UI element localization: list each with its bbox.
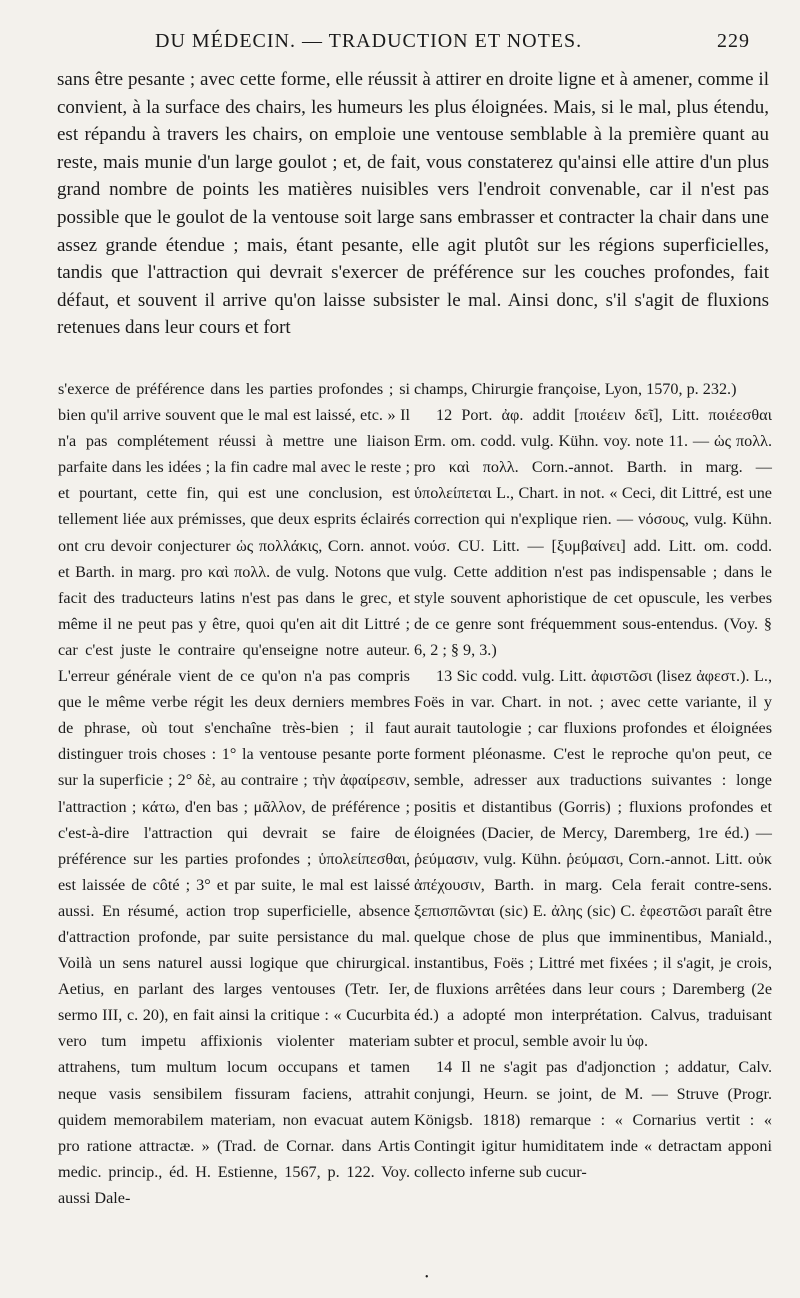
footnote-12: 12 Port. ἀφ. addit [ποιέειν δεῖ], Litt. ποιέεσθαι Erm. om. codd. vulg. Kühn. voy. note 11. — ὡς πολλ. pro καὶ πολλ. Corn.-annot. Barth. in marg. — ὑπολείπεται L., Chart. in not. « Ceci, dit Littré, est une correction qui n'explique rien. — νόσους, vulg. Kühn. νούσ. CU. Litt. — [ξυμβαίνει] add. Litt. om. codd. vulg. Cette addition n'est pas indispensable ; dans le style souvent aphoristique de cet opuscule, les verbes de ce genre sont fréquemment sous-entendus. (Voy. § 6, 2 ; § 9, 3.) [414, 406, 772, 659]
running-header [60, 30, 750, 62]
footnote-13: 13 Sic codd. vulg. Litt. ἀφιστῶσι (lisez ἀφεστ.). L., Foës in var. Chart. in not. ; avec cette variante, il y aurait tautologie ; car fluxions profondes et éloignées forment pléonasme. C'est le reproche qu'on peut, ce semble, adresser aux traductions suivantes : longe positis et distantibus (Gorris) ; fluxions profondes et éloignées (Dacier, de Mercy, Daremberg, 1re éd.) — ῥεύμασιν, vulg. Kühn. ῥεύμασι, Corn.-annot. Litt. οὐκ ἀπέχουσιν, Barth. in marg. Cela ferait contre-sens. ξεπισπῶνται (sic) E. ἀλης (sic) C. ἐφεστῶσι paraît être quelque chose de plus que imminentibus, Maniald., instantibus, Foës ; Littré met fixées ; il s'agit, je crois, de fluxions arrêtées dans leur cours ; Daremberg (2e éd.) a adopté mon interprétation. Calvus, traduisant subter et procul, semble avoir lu ὑφ. [414, 667, 772, 1051]
footnote-14: 14 Il ne s'agit pas d'adjonction ; addatur, Calv. conjungi, Heurn. se joint, de M. — Struve (Progr. Königsb. 1818) remarque : « Cornarius vertit : « Contingit igitur humiditatem inde « detractam apponi collecto inferne sub cucur- [414, 1058, 772, 1181]
footnotes-right-column [414, 376, 772, 1185]
footnote-continuation: champs, Chirurgie françoise, Lyon, 1570, p. 232.) [414, 380, 737, 398]
running-title: DU MÉDECIN. — TRADUCTION ET NOTES. [155, 30, 583, 52]
main-text-block [57, 66, 769, 342]
main-paragraph: sans être pesante ; avec cette forme, elle réussit à attirer en droite ligne et à amener, comme il convient, à la surface des chairs, les humeurs les plus éloignées. Mais, si le mal, plus étendu, est répandu à travers les chairs, on emploie une ventouse semblable à la première quant au reste, mais munie d'un large goulot ; et, de fait, vous constaterez qu'ainsi elle attire d'un plus grand nombre de points les matières nuisibles vers l'endroit convenable, car il n'est pas possible que le goulot de la ventouse soit large sans embrasser et contracter la chair dans une assez grande étendue ; mais, étant pesante, elle agit plutôt sur les régions superficielles, tandis que l'attraction qui devrait s'exercer de préférence sur les couches profondes, fait défaut, et souvent il arrive qu'on laisse subsister le mal. Ainsi donc, s'il s'agit de fluxions retenues dans leur cours et fort [57, 69, 769, 339]
footer-mark: • [425, 1272, 429, 1283]
footnote-11-continuation: s'exerce de préférence dans les parties profondes ; si bien qu'il arrive souvent que le mal est laissé, etc. » Il n'a pas complétement réussi à mettre une liaison parfaite dans les idées ; la fin cadre mal avec le reste ; et pourtant, cette fin, qui est une conclusion, est tellement liée aux prémisses, que deux esprits éclairés ont cru devoir conjecturer ὡς πολλάκις, Corn. annot. et Barth. in marg. pro καὶ πολλ. de vulg. Notons que facit des traducteurs latins n'est pas dans le grec, et même il ne peut pas y être, quoi qu'en ait dit Littré ; car c'est juste le contraire qu'enseigne notre auteur. L'erreur générale vient de ce qu'on n'a pas compris que le même verbe régit les deux derniers membres de phrase, où tout s'enchaîne très-bien ; il faut distinguer trois choses : 1° la ventouse pesante porte sur la superficie ; 2° δὲ, au contraire ; τὴν ἀφαίρεσιν, l'attraction ; κάτω, d'en bas ; μᾶλλον, de préférence ; c'est-à-dire l'attraction qui devrait se faire de préférence sur les parties profondes ; ὑπολείπεσθαι, est laissée de côté ; 3° et par suite, le mal est laissé aussi. En résumé, action trop superficielle, absence d'attraction profonde, par suite persistance du mal. Voilà un sens naturel aussi logique que chirurgical. Aetius, en parlant des larges ventouses (Tetr. Ier, sermo III, c. 20), en fait ainsi la critique : « Cucurbita vero tum impetu affixionis violenter materiam attrahens, tum multum locum occupans et tamen neque vasis sensibilem fissuram faciens, attrahit quidem memorabilem materiam, non evacuat autem pro ratione attractæ. » (Trad. de Cornar. dans Artis medic. princip., éd. H. Estienne, 1567, p. 122. Voy. aussi Dale- [58, 380, 410, 1207]
footnotes-left-column [58, 376, 410, 1211]
page-number: 229 [717, 30, 750, 52]
